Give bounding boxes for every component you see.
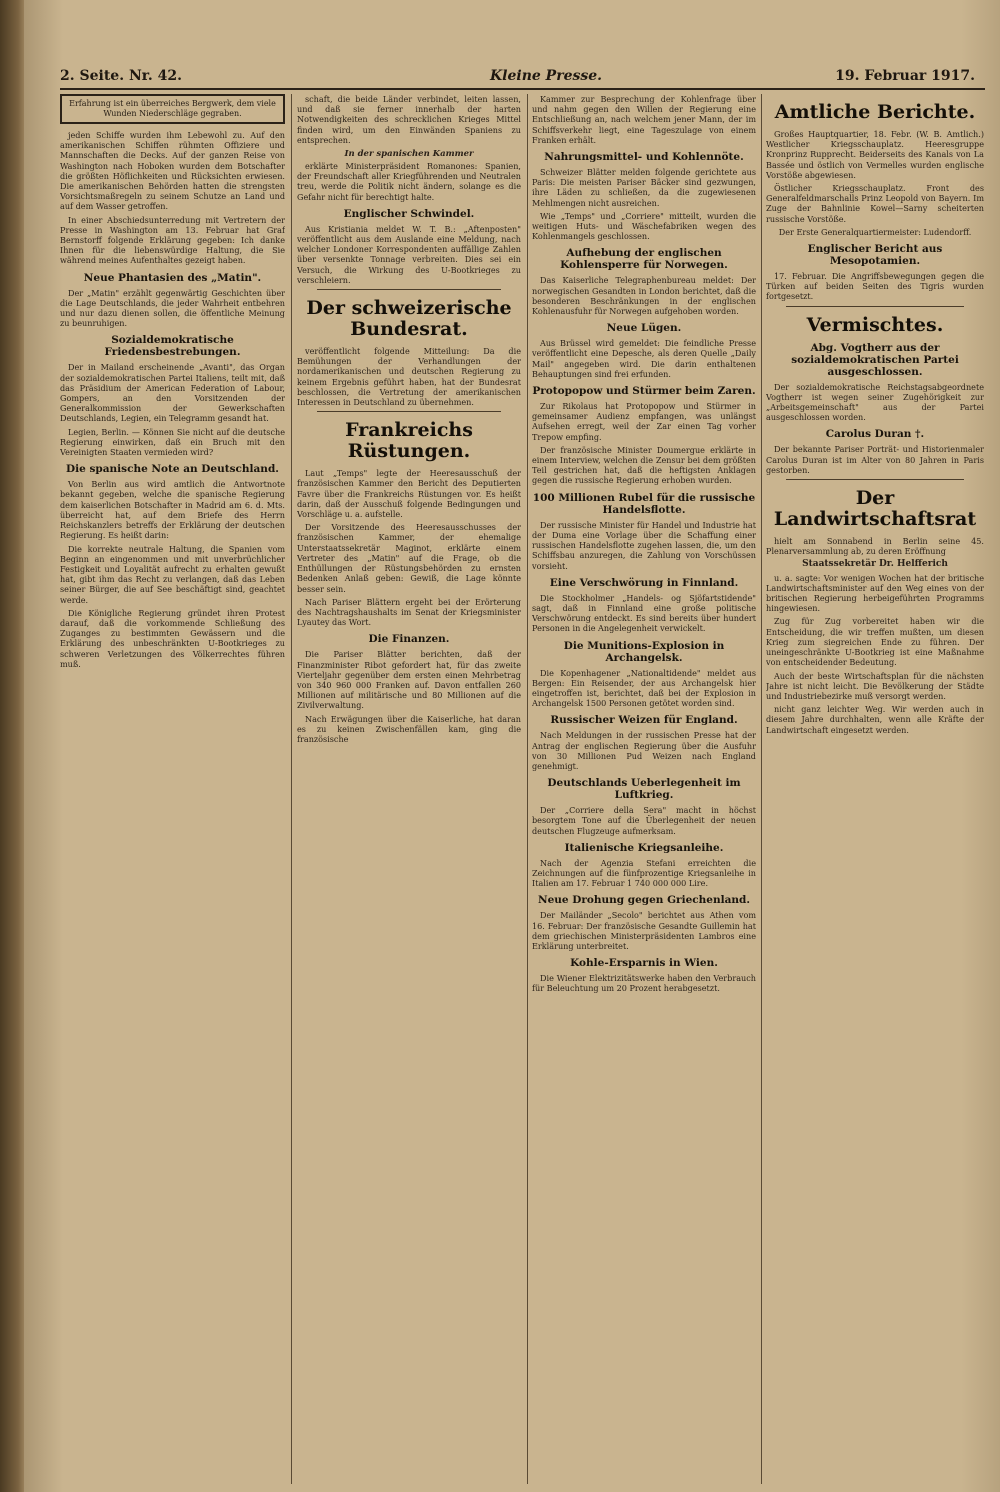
article-paragraph: Der „Corriere della Sera" macht in höchst besorgtem Tone auf die Überlegenheit der neuen deutschen Flugzeuge aufmerksam.	[532, 805, 756, 836]
article-headline: Nahrungsmittel- und Kohlennöte.	[544, 151, 744, 164]
article-paragraph: Der bekannte Pariser Porträt- und Historienmaler Carolus Duran ist im Alter von 80 Jahren in Paris gestorben.	[766, 444, 984, 475]
article-paragraph: Aus Kristiania meldet W. T. B.: „Aftenposten" veröffentlicht aus dem Auslande eine Meldung, nach welcher Londoner Korrespondenten auffällige Zahlen über versenkte Tonnage verbreiten. Dies sei ein Versuch, die Wirkung des U-Bootkrieges zu verschleiern.	[297, 223, 521, 285]
paper-title: Kleine Presse.	[490, 68, 603, 84]
article-headline: Eine Verschwörung in Finnland.	[549, 576, 739, 589]
column-4	[766, 94, 984, 1484]
article-paragraph: Nach Erwägungen über die Kaiserliche, hat daran es zu keinen Zwischenfällen kam, ging die französische	[297, 713, 521, 744]
page-number: 2. Seite. Nr. 42.	[60, 68, 182, 84]
article-headline: Englischer Bericht aus Mesopotamien.	[807, 243, 943, 268]
article-paragraph: Der Vorsitzende des Heeresausschusses der französischen Kammer, der ehemalige Unterstaatssekretär Maginot, erklärte einem Vertreter des „Matin" auf die Frage, ob die Enthüllungen der Rüstungsbehörden zu ernsten Bedenken Anlaß geben: Gewiß, die Lage könnte besser sein.	[297, 522, 521, 594]
divider	[317, 289, 501, 290]
article-paragraph: veröffentlicht folgende Mitteilung: Da die Bemühungen der Verhandlungen der nordamerikanischen und deutschen Regierung zu keinem Ergebnis geführt haben, hat der Bundesrat beschlossen, die Vertretung der amerikanischen Interessen in Deutschland zu übernehmen.	[297, 346, 521, 408]
article-paragraph: Die Wiener Elektrizitätswerke haben den Verbrauch für Beleuchtung um 20 Prozent herabgesetzt.	[532, 973, 756, 994]
article-paragraph: Großes Hauptquartier, 18. Febr. (W. B. Amtlich.) Westlicher Kriegsschauplatz. Heeresgruppe Kronprinz Rupprecht. Beiderseits des Kanals von La Bassée und östlich von Vermelles wurden englische Vorstöße abgewiesen.	[766, 129, 984, 180]
article-paragraph: schaft, die beide Länder verbindet, leiten lassen, und daß sie ferner innerhalb der harten Notwendigkeiten des schrecklichen Krieges Mittel finden wird, um den Einwänden Spaniens zu entsprechen.	[297, 94, 521, 145]
divider	[317, 411, 501, 412]
article-paragraph: Wie „Temps" und „Corriere" mitteilt, wurden die weitigen Huts- und Wäschefabriken wegen des Kohlenmangels geschlossen.	[532, 210, 756, 242]
article-headline: Englischer Schwindel.	[343, 207, 475, 220]
article-paragraph: Östlicher Kriegsschauplatz. Front des Generalfeldmarschalls Prinz Leopold von Bayern. Im Zuge der Bahnlinie Kowel—Sarny scheiterten russische Vorstöße.	[766, 183, 984, 224]
column-1	[60, 94, 285, 1484]
article-headline: Die Finanzen.	[368, 633, 450, 646]
motto-box: Erfahrung ist ein überreiches Bergwerk, dem viele Wunden Niederschläge gegraben.	[60, 94, 285, 124]
article-paragraph: Der Mailänder „Secolo" berichtet aus Athen vom 16. Februar: Der französische Gesandte Guillemin hat dem griechischen Ministerpräsidenten Lambros eine Erklärung unterbreitet.	[532, 910, 756, 951]
article-paragraph: Die Königliche Regierung gründet ihren Protest darauf, daß die vorkommende Schließung des Zuganges zu bestimmten Gewässern und die Erklärung des unbeschränkten U-Bootkrieges zu schweren Verletzungen des Völkerrechtes führen muß.	[60, 607, 285, 669]
article-headline: Russischer Weizen für England.	[550, 714, 738, 727]
article-headline: Sozialdemokratische Friedensbestrebungen.	[104, 334, 241, 359]
article-paragraph: Die Stockholmer „Handels- og Sjöfartstidende" sagt, daß in Finnland eine große politische Verschwörung entdeckt. Es sind bereits über hundert Personen in die Angelegenheit verwickelt.	[532, 592, 756, 634]
article-headline-large: Der schweizerische Bundesrat.	[306, 297, 512, 341]
article-paragraph: Die korrekte neutrale Haltung, die Spanien vom Beginn an eingenommen und mit unverbrüchlicher Festigkeit und Loyalität aufrecht zu erhalten gewußt hat, gibt ihm das Recht zu verlangen, daß das Leben seiner Bürger, die auf See beschäftigt sind, geachtet werde.	[60, 543, 285, 605]
article-paragraph: Kammer zur Besprechung der Kohlenfrage über und nahm gegen den Willen der Regierung eine Entschließung an, nach welchem jener Mann, der im Schiffsverkehr liegt, eine Tageszulage von einem Franken erhält.	[532, 94, 756, 145]
column-2	[297, 94, 521, 1484]
article-headline-large: Der Landwirtschaftsrat	[773, 487, 977, 531]
article-paragraph: Laut „Temps" legte der Heeresausschuß der französischen Kammer den Bericht des Deputierten Favre über die Frankreichs Rüstungen vor. Es heißt darin, daß der Ausschuß folgende Bedingungen und Vorschläge u. a. aufstelle.	[297, 468, 521, 520]
article-paragraph: Der französische Minister Doumergue erklärte in einem Interview, welchen die Zensur bei dem größten Teil gestrichen hat, daß die heftigsten Anklagen gegen die russische Regierung erhoben wurden.	[532, 444, 756, 486]
article-paragraph: Der in Mailand erscheinende „Avanti", das Organ der sozialdemokratischen Partei Italiens, teilt mit, daß das Präsidium der American Federation of Labour, Gompers, an den Vorsitzenden der Generalkommission der Gewerkschaften Deutschlands, Legien, ein Telegramm gesandt hat.	[60, 362, 285, 424]
column-rule	[527, 94, 528, 1484]
article-headline: Neue Drohung gegen Griechenland.	[537, 894, 751, 907]
article-paragraph: Nach Pariser Blättern ergeht bei der Erörterung des Nachtragshaushalts im Senat der Kriegsminister Lyautey das Wort.	[297, 596, 521, 628]
article-headline: Carolus Duran †.	[825, 428, 925, 441]
article-headline: Abg. Vogtherr aus der sozialdemokratischen Partei ausgeschlossen.	[791, 341, 959, 378]
article-headline: Neue Lügen.	[606, 322, 682, 335]
divider	[786, 479, 964, 480]
article-paragraph: Schweizer Blätter melden folgende gerichtete aus Paris: Die meisten Pariser Bäcker sind gezwungen, ihre Läden zu schließen, da die zugewiesenen Mehlmengen nicht ausreichen.	[532, 167, 756, 208]
article-paragraph: Aus Brüssel wird gemeldet: Die feindliche Presse veröffentlicht eine Depesche, als deren Quelle „Daily Mail" angegeben wird. Die darin enthaltenen Behauptungen sind frei erfunden.	[532, 338, 756, 379]
article-headline: Die spanische Note an Deutschland.	[66, 463, 279, 476]
article-paragraph: Die Pariser Blätter berichten, daß der Finanzminister Ribot gefordert hat, für das zweite Vierteljahr gegenüber dem ersten einen Mehrbetrag von 340 960 000 Franken auf. Davon entfallen 260 Millionen auf militärische und 80 Millionen auf die Zivilverwaltung.	[297, 649, 521, 711]
article-paragraph: jeden Schiffe wurden ihm Lebewohl zu. Auf den amerikanischen Schiffen rühmten Offiziere und Mannschaften die Decks. Auf der ganzen Reise von Washington nach Hoboken wurden dem Botschafter die größten Höflichkeiten und Rücksichten erwiesen. Die amerikanischen Behörden hatten die strengsten Vorsichtsmaßregeln zu seinem Schutze an Land und auf dem Wasser getroffen.	[60, 130, 285, 212]
article-headline: 100 Millionen Rubel für die russische Handelsflotte.	[532, 491, 756, 516]
article-paragraph: In einer Abschiedsunterredung mit Vertretern der Presse in Washington am 13. Februar hat Graf Bernstorff folgende Erklärung gegeben: Ich danke Ihnen für die liebenswürdige Haltung, die Sie während meines Aufenthaltes gezeigt haben.	[60, 214, 285, 266]
article-headline: Protopopow und Stürmer beim Zaren.	[532, 385, 756, 398]
article-headline: Italienische Kriegsanleihe.	[564, 841, 724, 854]
column-rule	[761, 94, 762, 1484]
column-3	[532, 94, 756, 1484]
article-headline: Aufhebung der englischen Kohlensperre für Norwegen.	[560, 247, 728, 272]
article-paragraph: erklärte Ministerpräsident Romanones: Spanien, der Freundschaft aller Kriegführenden und Neutralen treu, werde die Politik nicht ändern, solange es die Gefahr nicht für berechtigt halte.	[297, 161, 521, 202]
page-header	[60, 66, 985, 90]
article-paragraph: Der sozialdemokratische Reichstagsabgeordnete Vogtherr ist wegen seiner Zugehörigkeit zur „Arbeitsgemeinschaft" aus der Partei ausgeschlossen worden.	[766, 381, 984, 423]
section-headline: Amtliche Berichte.	[774, 101, 976, 123]
article-headline: Neue Phantasien des „Matin".	[83, 271, 262, 284]
speaker-name: Staatssekretär Dr. Helfferich	[802, 559, 948, 570]
divider	[786, 306, 964, 307]
article-paragraph: Nach der Agenzia Stefani erreichten die Zeichnungen auf die fünfprozentige Kriegsanleihe in Italien am 17. Februar 1 740 000 000 Lire.	[532, 857, 756, 889]
article-paragraph: u. a. sagte: Vor wenigen Wochen hat der britische Landwirtschaftsminister auf den Weg eines von der britischen Regierung herbeigeführten Programms hingewiesen.	[766, 572, 984, 614]
article-headline-large: Frankreichs Rüstungen.	[345, 419, 473, 463]
article-paragraph: Zug für Zug vorbereitet haben wir die Entscheidung, die wir treffen mußten, um diesen Krieg zum siegreichen Ende zu führen. Der uneingeschränkte U-Bootkrieg ist eine Maßnahme von entscheidender Bedeutung.	[766, 616, 984, 668]
article-paragraph: Auch der beste Wirtschaftsplan für die nächsten Jahre ist nicht leicht. Die Bevölkerung der Städte und Industriebezirke muß versorgt werden.	[766, 670, 984, 701]
article-paragraph: 17. Februar. Die Angriffsbewegungen gegen die Türken auf beiden Seiten des Tigris wurden fortgesetzt.	[766, 271, 984, 302]
article-paragraph: Zur Rikolaus hat Protopopow und Stürmer in gemeinsamer Audienz empfangen, was unlängst Aufsehen erregt, weil der Zar einen Tag vorher Trepow empfing.	[532, 401, 756, 442]
signature: Der Erste Generalquartiermeister: Ludendorff.	[778, 226, 972, 237]
article-paragraph: Das Kaiserliche Telegraphenbureau meldet: Der norwegischen Gesandten in London berichtet, daß die besonderen Beschränkungen in der englischen Kohlenausfuhr für Norwegen aufgehoben worden.	[532, 275, 756, 317]
article-paragraph: nicht ganz leichter Weg. Wir werden auch in diesem Jahre durchhalten, wenn alle Kräfte der Landwirtschaft eingesetzt werden.	[766, 704, 984, 735]
article-headline: Kohle-Ersparnis in Wien.	[570, 957, 718, 970]
issue-date: 19. Februar 1917.	[835, 68, 975, 84]
article-paragraph: Der russische Minister für Handel und Industrie hat der Duma eine Vorlage über die Schaffung einer russischen Handelsflotte zugehen lassen, die, um den Schiffsbau anzuregen, die Zahlung von Vorschüssen vorsieht.	[532, 519, 756, 571]
article-paragraph: Von Berlin aus wird amtlich die Antwortnote bekannt gegeben, welche die spanische Regierung dem kaiserlichen Botschafter in Madrid am 6. d. Mts. überreicht hat, auf dem Briefe des Herrn Reichskanzlers betreffs der Erklärung der deutschen Regierung. Es heißt darin:	[60, 479, 285, 541]
article-paragraph: hielt am Sonnabend in Berlin seine 45. Plenarversammlung ab, zu deren Eröffnung	[766, 536, 984, 557]
article-paragraph: Der „Matin" erzählt gegenwärtig Geschichten über die Lage Deutschlands, die jeder Wahrheit entbehren und nur dazu dienen sollen, die öffentliche Meinung zu beunruhigen.	[60, 287, 285, 329]
article-paragraph: Nach Meldungen in der russischen Presse hat der Antrag der englischen Regierung über die Ausfuhr von 30 Millionen Pud Weizen nach England genehmigt.	[532, 730, 756, 771]
article-headline: Die Munitions-Explosion in Archangelsk.	[563, 639, 725, 664]
article-subheadline: In der spanischen Kammer	[344, 149, 474, 160]
article-paragraph: Die Kopenhagener „Nationaltidende" meldet aus Bergen: Ein Reisender, der aus Archangelsk hier eingetroffen ist, berichtet, daß bei der Explosion in Archangelsk 1500 Personen getötet worden sind.	[532, 667, 756, 709]
column-rule	[291, 94, 292, 1484]
article-paragraph: Legien, Berlin. — Können Sie nicht auf die deutsche Regierung einwirken, daß ein Bruch mit den Vereinigten Staaten vermieden wird?	[60, 426, 285, 458]
section-headline: Vermischtes.	[806, 313, 944, 336]
article-headline: Deutschlands Ueberlegenheit im Luftkrieg.	[547, 777, 741, 802]
